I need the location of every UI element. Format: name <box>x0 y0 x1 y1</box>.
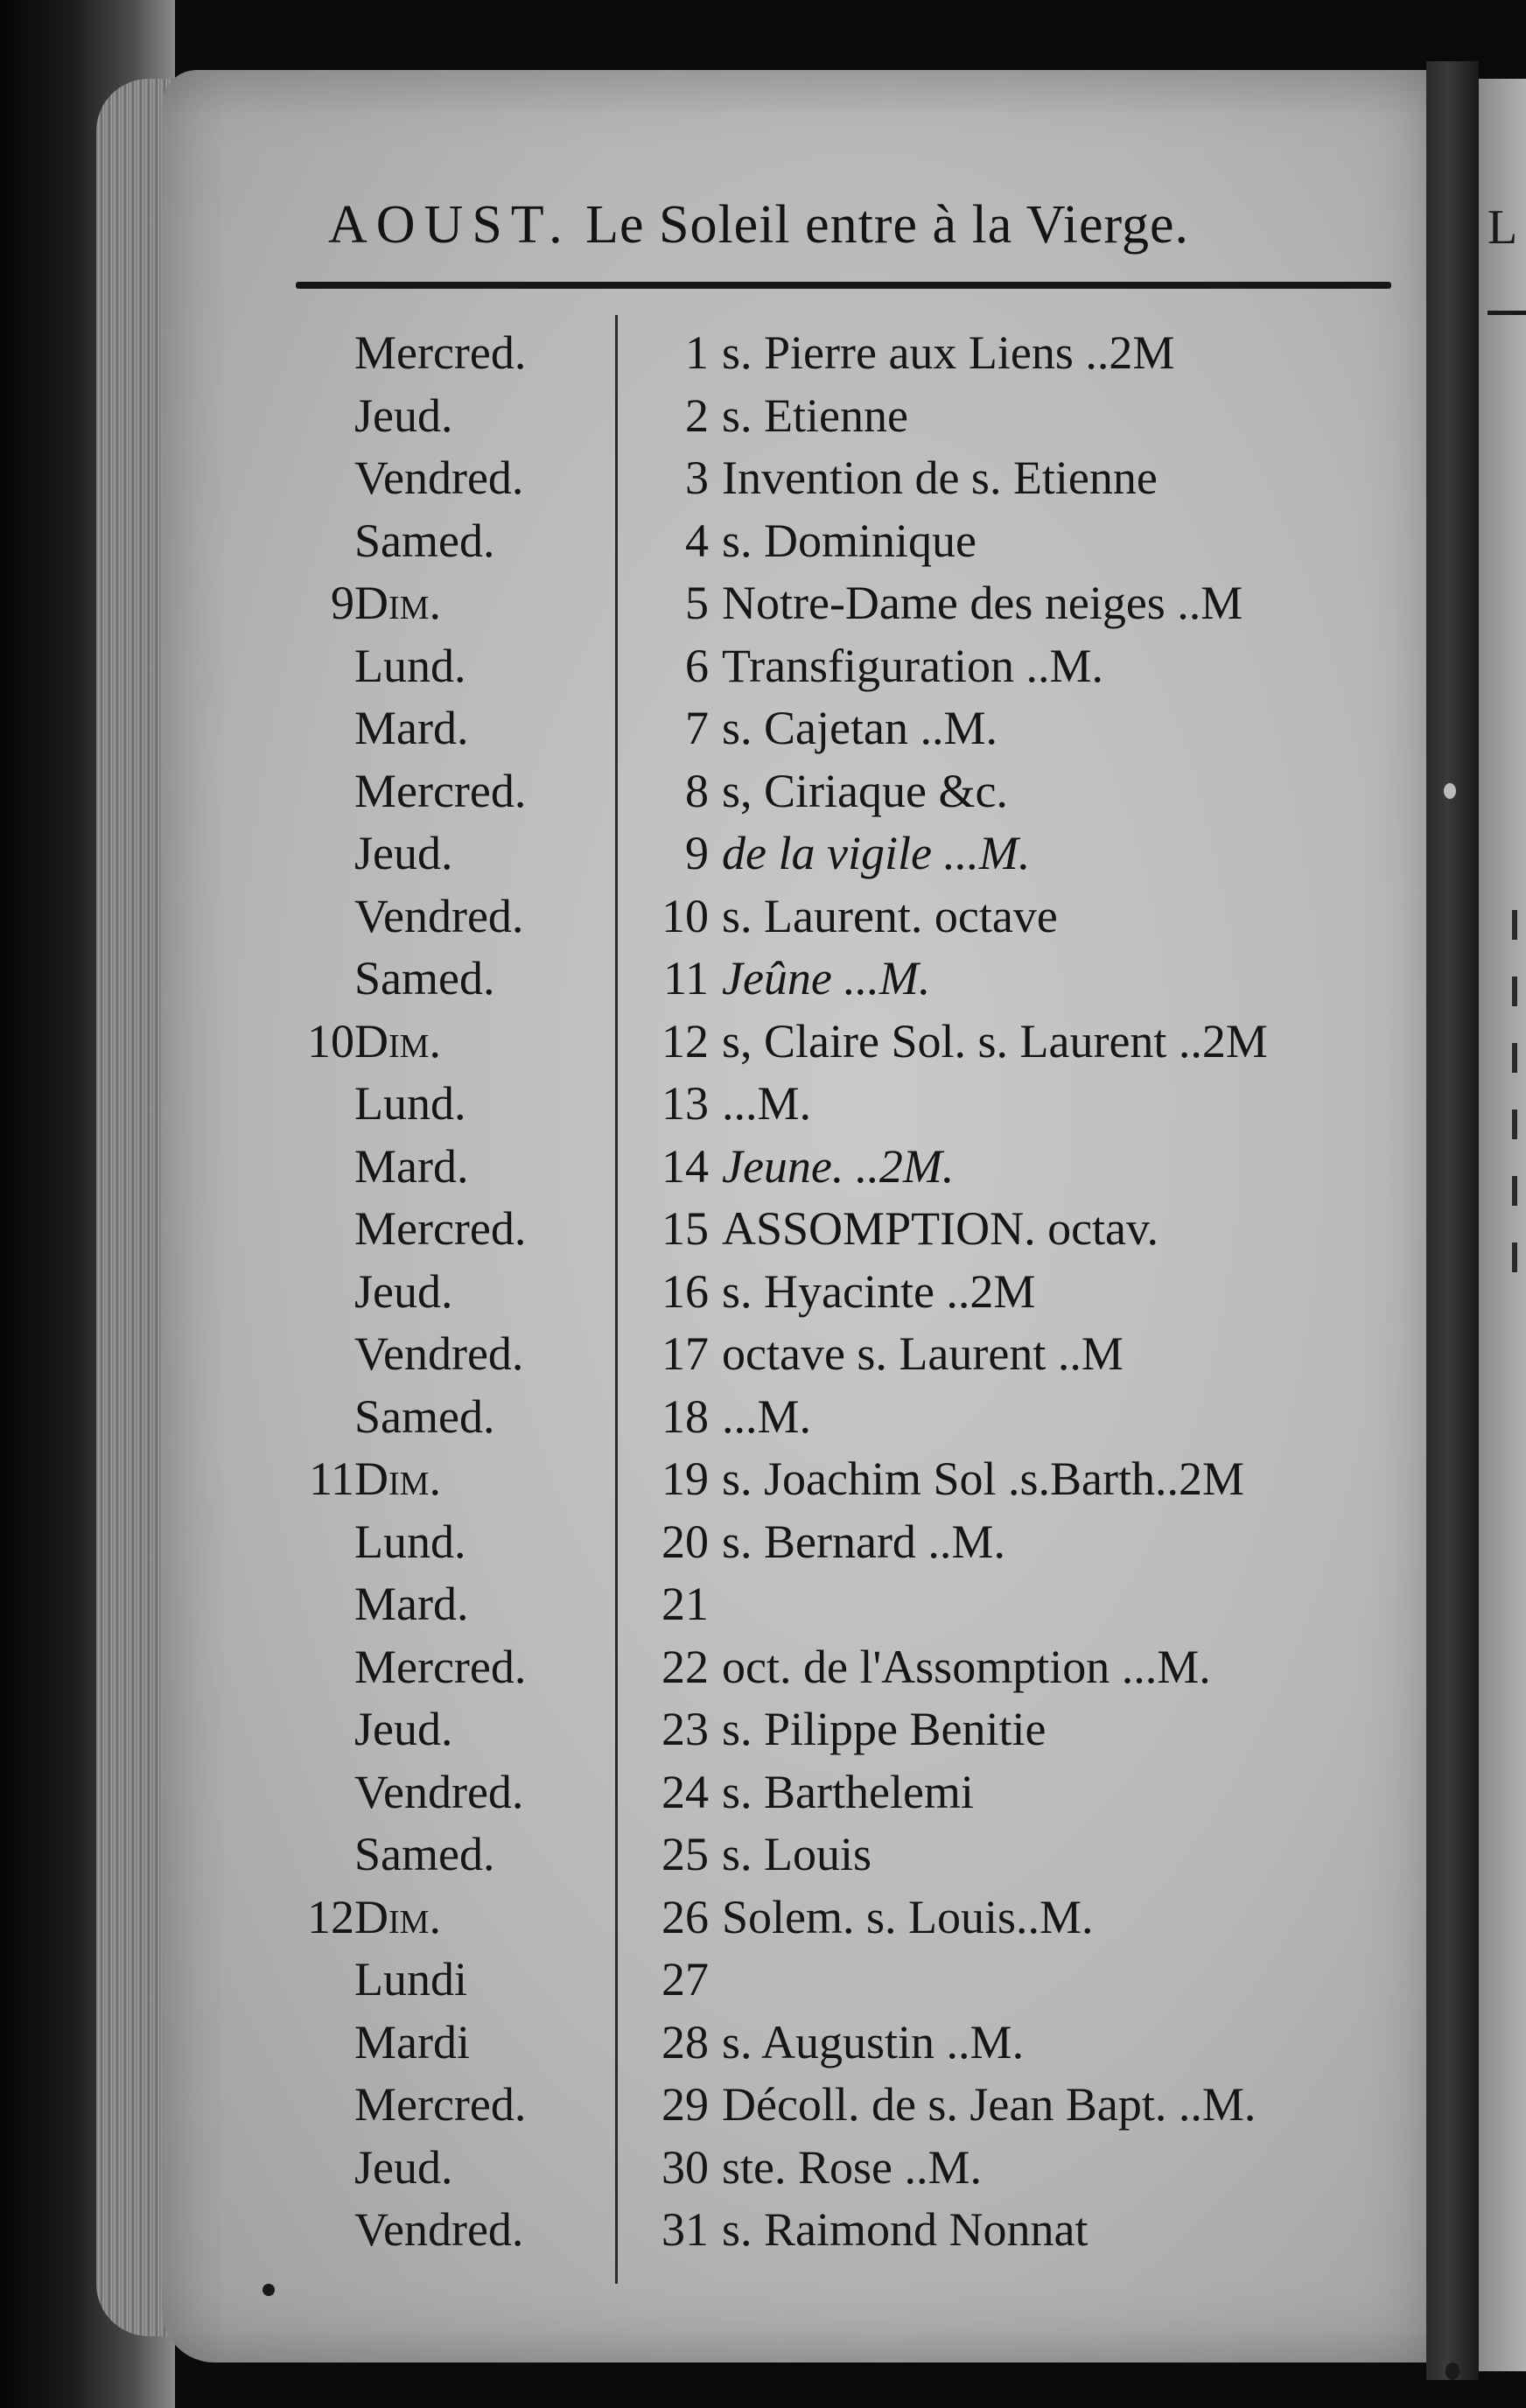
weekday: Jeud. <box>354 1264 453 1318</box>
facing-page-header: L <box>1488 200 1518 255</box>
weekday: Dim. <box>354 1890 441 1943</box>
day-number: 13 <box>662 1077 709 1130</box>
day-number: 30 <box>662 2140 709 2194</box>
feast-entry: de la vigile ...M. <box>722 827 1031 879</box>
weekday: Vendred. <box>354 2203 524 2256</box>
calendar-row <box>280 701 1409 764</box>
calendar-row <box>280 1076 1409 1139</box>
calendar-row <box>280 1890 1409 1953</box>
weekday: Lund. <box>354 639 466 692</box>
feast-entry: ...M. <box>722 1077 812 1130</box>
day-number: 2 <box>685 388 709 442</box>
calendar-row <box>280 514 1409 577</box>
day-number: 5 <box>685 577 709 629</box>
feast-entry: s. Barthelemi <box>722 1765 974 1818</box>
day-number: 11 <box>663 952 709 1004</box>
calendar-row <box>280 2140 1409 2203</box>
weekday: Jeud. <box>354 1703 453 1755</box>
day-number: 28 <box>662 2015 709 2068</box>
day-number: 26 <box>662 1890 709 1943</box>
weekday: Dim. <box>354 1452 441 1505</box>
calendar-list <box>280 326 1409 2265</box>
day-number: 23 <box>662 1703 709 1755</box>
feast-entry: s, Ciriaque &c. <box>722 764 1008 817</box>
calendar-row <box>280 1827 1409 1890</box>
weekday: Samed. <box>354 1828 495 1880</box>
calendar-row <box>280 1201 1409 1264</box>
feast-entry: s, Claire Sol. s. Laurent ..2M <box>722 1014 1268 1068</box>
week-number: 12 <box>307 1890 354 1943</box>
day-number: 14 <box>662 1139 709 1193</box>
feast-entry: s. Laurent. octave <box>722 889 1058 942</box>
day-number: 29 <box>662 2078 709 2131</box>
day-number: 24 <box>662 1765 709 1818</box>
weekday: Mercred. <box>354 1202 527 1255</box>
feast-entry: s. Bernard ..M. <box>722 1515 1005 1568</box>
feast-entry: Solem. s. Louis..M. <box>722 1890 1094 1943</box>
calendar-row <box>280 1139 1409 1202</box>
calendar-row <box>280 1326 1409 1390</box>
calendar-row <box>280 826 1409 889</box>
ink-blot <box>1446 2362 1460 2380</box>
feast-entry: ASSOMPTION. octav. <box>722 1202 1158 1255</box>
weekday: Dim. <box>354 1014 441 1068</box>
day-number: 27 <box>662 1953 709 2006</box>
weekday: Mercred. <box>354 1640 527 1693</box>
feast-entry: Jeûne ...M. <box>722 952 931 1004</box>
calendar-row <box>280 764 1409 827</box>
feast-entry: s. Raimond Nonnat <box>722 2203 1088 2256</box>
weekday: Mard. <box>354 702 469 754</box>
calendar-row <box>280 2077 1409 2140</box>
day-number: 16 <box>662 1264 709 1318</box>
weekday: Samed. <box>354 1390 495 1443</box>
calendar-row <box>280 1765 1409 1828</box>
feast-entry: ste. Rose ..M. <box>722 2140 982 2194</box>
week-number: 9 <box>331 577 354 629</box>
feast-entry: s. Etienne <box>722 388 908 442</box>
calendar-row <box>280 889 1409 952</box>
week-number: 10 <box>307 1014 354 1068</box>
calendar-row <box>280 2202 1409 2265</box>
calendar-row <box>280 639 1409 702</box>
calendar-row <box>280 1640 1409 1703</box>
day-number: 3 <box>685 452 709 504</box>
facing-page-rule <box>1488 311 1526 315</box>
ink-blot <box>1444 783 1456 799</box>
calendar-row <box>280 1577 1409 1640</box>
calendar-row <box>280 388 1409 452</box>
page-header <box>328 194 1189 256</box>
day-number: 31 <box>662 2203 709 2256</box>
feast-entry: octave s. Laurent ..M <box>722 1327 1124 1380</box>
feast-entry: s. Cajetan ..M. <box>722 702 998 754</box>
calendar-row <box>280 1452 1409 1515</box>
day-number: 25 <box>662 1828 709 1880</box>
calendar-row <box>280 1702 1409 1765</box>
calendar-row <box>280 576 1409 639</box>
weekday: Jeud. <box>354 2140 453 2194</box>
day-number: 12 <box>662 1014 709 1068</box>
weekday: Mercred. <box>354 764 527 817</box>
weekday: Mercred. <box>354 2078 527 2131</box>
weekday: Mard. <box>354 1578 469 1630</box>
facing-page-marks <box>1512 910 1526 1309</box>
day-number: 15 <box>662 1202 709 1255</box>
feast-entry: s. Dominique <box>722 514 976 567</box>
book-gutter <box>1426 61 1479 2380</box>
day-number: 21 <box>662 1578 709 1630</box>
weekday: Mardi <box>354 2015 470 2068</box>
calendar-row <box>280 1515 1409 1578</box>
weekday: Vendred. <box>354 452 524 504</box>
feast-entry: s. Louis <box>722 1828 872 1880</box>
ink-blot <box>262 2284 275 2296</box>
feast-entry: oct. de l'Assomption ...M. <box>722 1640 1211 1693</box>
feast-entry: Notre-Dame des neiges ..M <box>722 577 1243 629</box>
calendar-row <box>280 451 1409 514</box>
day-number: 19 <box>662 1452 709 1505</box>
day-number: 17 <box>662 1327 709 1380</box>
month-title: AOUST. <box>328 195 571 255</box>
day-number: 6 <box>685 639 709 692</box>
day-number: 4 <box>685 514 709 567</box>
weekday: Mard. <box>354 1139 469 1193</box>
feast-entry: s. Pierre aux Liens ..2M <box>722 326 1175 379</box>
day-number: 22 <box>662 1640 709 1693</box>
calendar-row <box>280 1264 1409 1327</box>
feast-entry: Transfiguration ..M. <box>722 639 1104 692</box>
week-number: 11 <box>309 1452 354 1505</box>
feast-entry: Décoll. de s. Jean Bapt. ..M. <box>722 2078 1256 2131</box>
weekday: Mercred. <box>354 326 527 379</box>
day-number: 10 <box>662 889 709 942</box>
weekday: Samed. <box>354 514 495 567</box>
day-number: 18 <box>662 1390 709 1443</box>
calendar-row <box>280 1014 1409 1077</box>
feast-entry: s. Joachim Sol .s.Barth..2M <box>722 1452 1245 1505</box>
feast-entry: s. Pilippe Benitie <box>722 1703 1046 1755</box>
weekday: Dim. <box>354 577 441 629</box>
weekday: Vendred. <box>354 889 524 942</box>
weekday: Samed. <box>354 952 495 1004</box>
header-rule <box>296 282 1391 289</box>
weekday: Vendred. <box>354 1327 524 1380</box>
feast-entry: s. Hyacinte ..2M <box>722 1264 1036 1318</box>
day-number: 7 <box>685 702 709 754</box>
feast-entry: Invention de s. Etienne <box>722 452 1158 504</box>
weekday: Lundi <box>354 1953 467 2006</box>
calendar-row <box>280 951 1409 1014</box>
weekday: Jeud. <box>354 827 453 879</box>
day-number: 8 <box>685 764 709 817</box>
day-number: 20 <box>662 1515 709 1568</box>
weekday: Jeud. <box>354 388 453 442</box>
feast-entry: ...M. <box>722 1390 812 1443</box>
calendar-row <box>280 1952 1409 2015</box>
day-number: 9 <box>685 827 709 879</box>
calendar-row <box>280 2015 1409 2078</box>
calendar-row <box>280 326 1409 388</box>
calendar-row <box>280 1390 1409 1452</box>
zodiac-note: Le Soleil entre à la Vierge. <box>585 195 1190 255</box>
weekday: Lund. <box>354 1515 466 1568</box>
feast-entry: s. Augustin ..M. <box>722 2015 1025 2068</box>
weekday: Lund. <box>354 1077 466 1130</box>
feast-entry: Jeune. ..2M. <box>722 1139 955 1193</box>
day-number: 1 <box>685 326 709 379</box>
weekday: Vendred. <box>354 1765 524 1818</box>
